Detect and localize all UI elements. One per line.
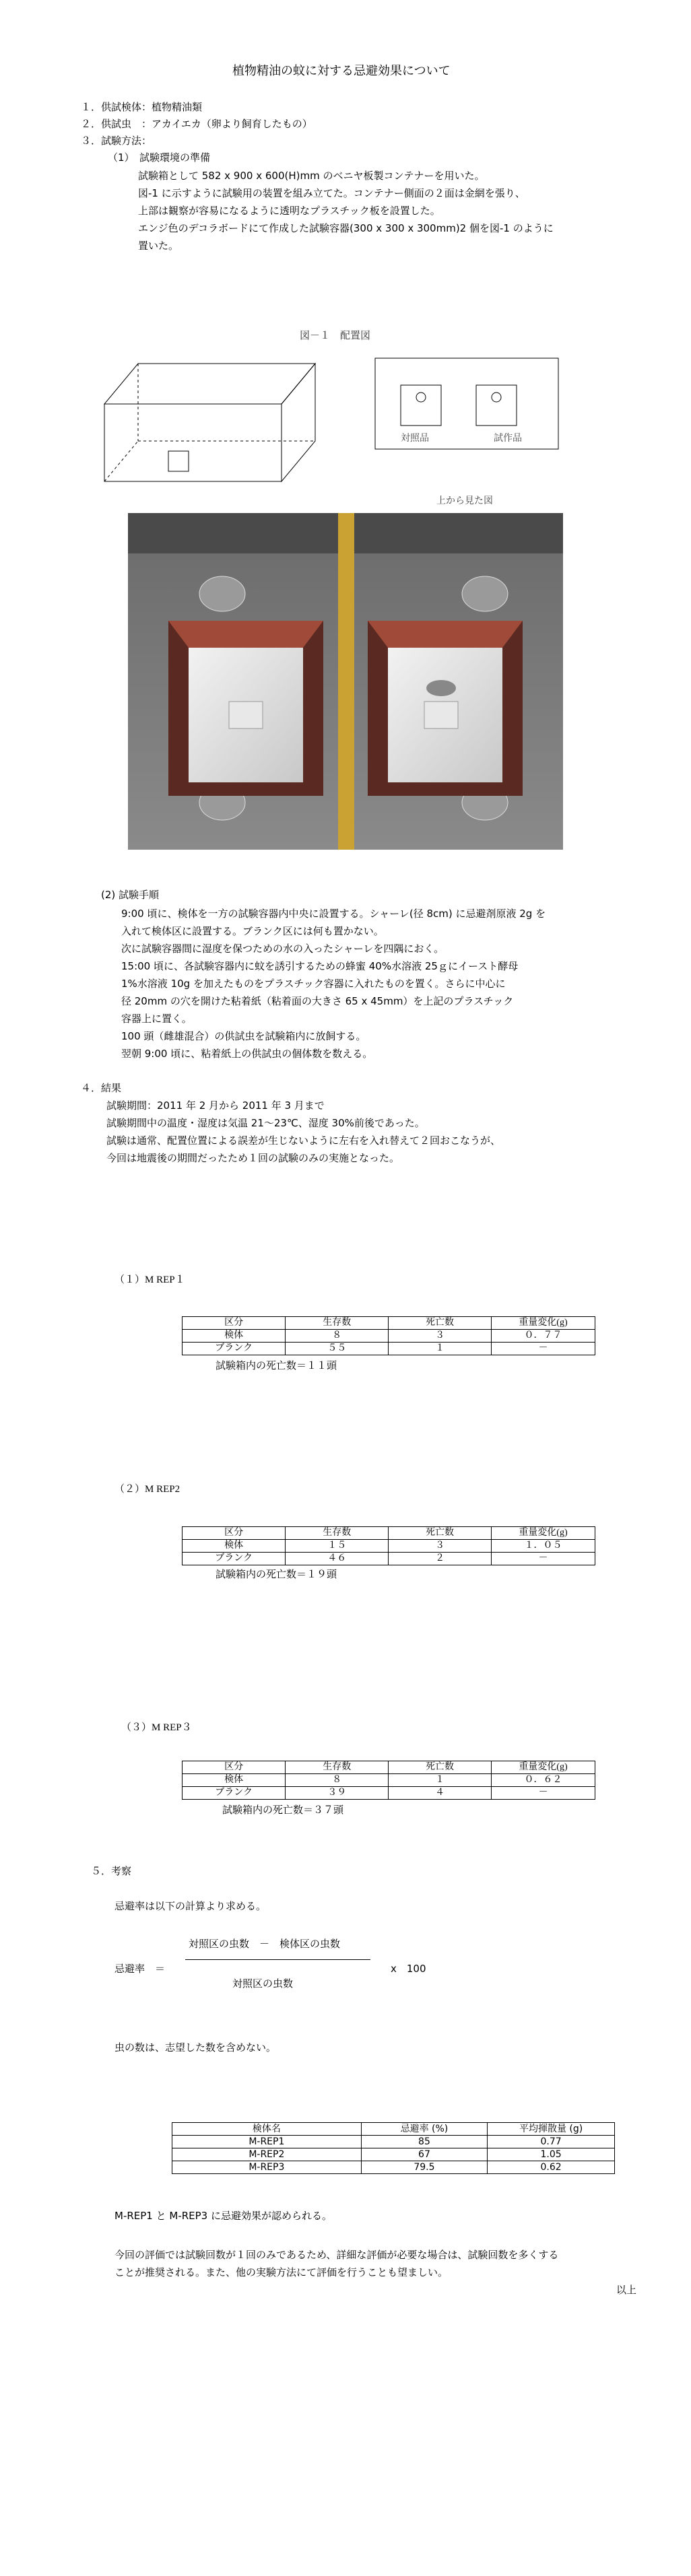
table-cell: １ [389, 1774, 492, 1787]
section4-heading: ４．結果 [81, 1082, 122, 1094]
table-row [183, 1553, 595, 1565]
table-header: 検体名 [172, 2123, 362, 2136]
table-cell: ５５ [286, 1343, 389, 1355]
table-cell: 85 [361, 2136, 487, 2148]
section2-line: 1%水溶液 10g を加えたものをプラスチック容器に入れたものを置く。さらに中心に [121, 978, 506, 990]
table-cell: 0.62 [488, 2161, 615, 2174]
result1-note: 試験箱内の死亡数＝１１頭 [216, 1361, 337, 1371]
table-cell: 1.05 [488, 2148, 615, 2161]
table-cell: － [491, 1787, 595, 1800]
table-header: 生存数 [286, 1527, 389, 1540]
table-cell: 0.77 [488, 2136, 615, 2148]
table-cell: ２ [389, 1553, 492, 1565]
table-row [183, 1774, 595, 1787]
section2-line: 次に試験容器間に湿度を保つための水の入ったシャーレを四隅におく。 [121, 943, 445, 955]
table-header: 重量変化(g) [491, 1761, 595, 1774]
result2-note: 試験箱内の死亡数＝１９頭 [216, 1569, 337, 1580]
table-cell: 79.5 [361, 2161, 487, 2174]
section2-line: 15:00 頃に、各試験容器内に蚊を誘引するための蜂蜜 40%水溶液 25ｇにイースト酵母 [121, 960, 519, 972]
table-row [172, 2148, 615, 2161]
section5-conclusion: M-REP1 と M-REP3 に忌避効果が認められる。 [114, 2210, 332, 2222]
table-header: 区分 [183, 1761, 286, 1774]
table-header: 平均揮散量 (g) [488, 2123, 615, 2136]
table-cell: ８ [286, 1774, 389, 1787]
formula-label: 忌避率 ＝ [114, 1963, 166, 1975]
table-cell: １．０５ [491, 1540, 595, 1553]
formula-numerator: 対照区の虫数 － 検体区の虫数 [189, 1938, 341, 1950]
page-title: 植物精油の蚊に対する忌避効果について [232, 64, 451, 78]
label-control: 対照品 [401, 434, 429, 444]
section4-line: 試験期間：2011 年 2 月から 2011 年 3 月まで [106, 1099, 325, 1112]
table-cell: 検体 [183, 1774, 286, 1787]
table-cell: ０．６２ [491, 1774, 595, 1787]
header-item-method: ３．試験方法： [81, 135, 152, 147]
section5-intro: 忌避率は以下の計算より求める。 [114, 1900, 267, 1912]
table-cell: ０．７７ [491, 1330, 595, 1343]
section1-heading: （1） 試験環境の準備 [108, 151, 211, 164]
header-item-specimen: １．供試検体：植物精油類 [81, 101, 203, 113]
table-header: 重量変化(g) [491, 1317, 595, 1330]
table-header: 重量変化(g) [491, 1527, 595, 1540]
table-cell: － [491, 1343, 595, 1355]
formula-multiplier: x 100 [391, 1963, 426, 1975]
section5-remark: ことが推奨される。また、他の実験方法にて評価を行うことも望ましい。 [114, 2266, 449, 2278]
result3-table [182, 1761, 595, 1800]
section1-line: 置いた。 [138, 240, 179, 252]
section2-line: 9:00 頃に、検体を一方の試験容器内中央に設置する。シャーレ(径 8cm) に忌避剤原液 2g を [121, 908, 546, 920]
section4-line: 今回は地震後の期間だったため１回の試験のみの実施となった。 [106, 1152, 400, 1164]
table-cell: ３９ [286, 1787, 389, 1800]
table-header-row [183, 1761, 595, 1774]
table-cell: ８ [286, 1330, 389, 1343]
container-perspective-diagram [101, 350, 323, 485]
table-cell: M-REP3 [172, 2161, 362, 2174]
result1-heading: （１）M REP１ [114, 1275, 185, 1285]
section4-line: 試験期間中の温度・湿度は気温 21～23℃、湿度 30%前後であった。 [106, 1117, 425, 1129]
table-header: 忌避率 (%) [361, 2123, 487, 2136]
section2-line: 容器上に置く。 [121, 1013, 192, 1025]
section5-note: 虫の数は、志望した数を含めない。 [114, 2041, 277, 2054]
table-cell: ブランク [183, 1343, 286, 1355]
table-cell: ブランク [183, 1787, 286, 1800]
repellency-table [172, 2122, 615, 2174]
table-row [172, 2161, 615, 2174]
section1-line: 上部は観察が容易になるように透明なプラスチック板を設置した。 [138, 205, 440, 217]
header-item-insect: ２．供試虫 ：アカイエカ（卵より飼育したもの） [81, 118, 312, 130]
table-header-row [172, 2123, 615, 2136]
table-header: 区分 [183, 1527, 286, 1540]
section2-heading: (2) 試験手順 [101, 889, 160, 901]
label-topview: 上から見た図 [436, 496, 493, 506]
end-mark: 以上 [616, 2284, 637, 2296]
result3-note: 試験箱内の死亡数＝３７頭 [222, 1805, 344, 1816]
table-row [183, 1540, 595, 1553]
table-row [172, 2136, 615, 2148]
table-header: 区分 [183, 1317, 286, 1330]
table-cell: １５ [286, 1540, 389, 1553]
table-header: 死亡数 [389, 1527, 492, 1540]
table-header: 生存数 [286, 1761, 389, 1774]
result1-table [182, 1316, 595, 1355]
section1-line: 図-1 に示すように試験用の装置を組み立てた。コンテナー側面の２面は金網を張り、 [138, 187, 525, 199]
result2-table [182, 1526, 595, 1565]
section1-line: エンジ色のデコラボードにて作成した試験容器(300 x 300 x 300mm)2 個を図-1 のように [138, 222, 554, 234]
table-cell: 67 [361, 2148, 487, 2161]
test-apparatus-photo [128, 513, 563, 850]
section2-line: 径 20mm の穴を開けた粘着紙（粘着面の大きさ 65 x 45mm）を上記のプラスチック [121, 995, 514, 1007]
table-header: 死亡数 [389, 1317, 492, 1330]
section5-heading: ５．考察 [91, 1865, 132, 1877]
section2-line: 入れて検体区に設置する。ブランク区には何も置かない。 [121, 925, 384, 937]
table-header-row [183, 1317, 595, 1330]
section5-remark: 今回の評価では試験回数が１回のみであるため、詳細な評価が必要な場合は、試験回数を多くする [114, 2249, 559, 2261]
table-cell: ４ [389, 1787, 492, 1800]
table-cell: ブランク [183, 1553, 286, 1565]
table-cell: １ [389, 1343, 492, 1355]
table-row [183, 1787, 595, 1800]
table-cell: ４６ [286, 1553, 389, 1565]
table-row [183, 1330, 595, 1343]
figure-caption: 図－１ 配置図 [300, 331, 371, 341]
formula-denominator: 対照区の虫数 [232, 1977, 294, 1990]
section2-line: 100 頭（雌雄混合）の供試虫を試験箱内に放飼する。 [121, 1030, 366, 1042]
section1-line: 試験箱として 582 x 900 x 600(H)mm のベニヤ板製コンテナーを用いた。 [138, 170, 485, 182]
table-cell: － [491, 1553, 595, 1565]
table-header: 生存数 [286, 1317, 389, 1330]
table-row [183, 1343, 595, 1355]
table-cell: ３ [389, 1540, 492, 1553]
result3-heading: （３）M REP３ [121, 1722, 192, 1733]
table-cell: 検体 [183, 1540, 286, 1553]
section2-line: 翌朝 9:00 頃に、粘着紙上の供試虫の個体数を数える。 [121, 1048, 373, 1060]
table-cell: ３ [389, 1330, 492, 1343]
formula-fraction-bar [185, 1959, 370, 1960]
section4-line: 試験は通常、配置位置による誤差が生じないように左右を入れ替えて２回おこなうが、 [106, 1134, 501, 1147]
result2-heading: （２）M REP2 [114, 1484, 180, 1495]
label-test: 試作品 [494, 434, 522, 444]
table-cell: 検体 [183, 1330, 286, 1343]
table-cell: M-REP1 [172, 2136, 362, 2148]
table-header: 死亡数 [389, 1761, 492, 1774]
table-header-row [183, 1527, 595, 1540]
table-cell: M-REP2 [172, 2148, 362, 2161]
